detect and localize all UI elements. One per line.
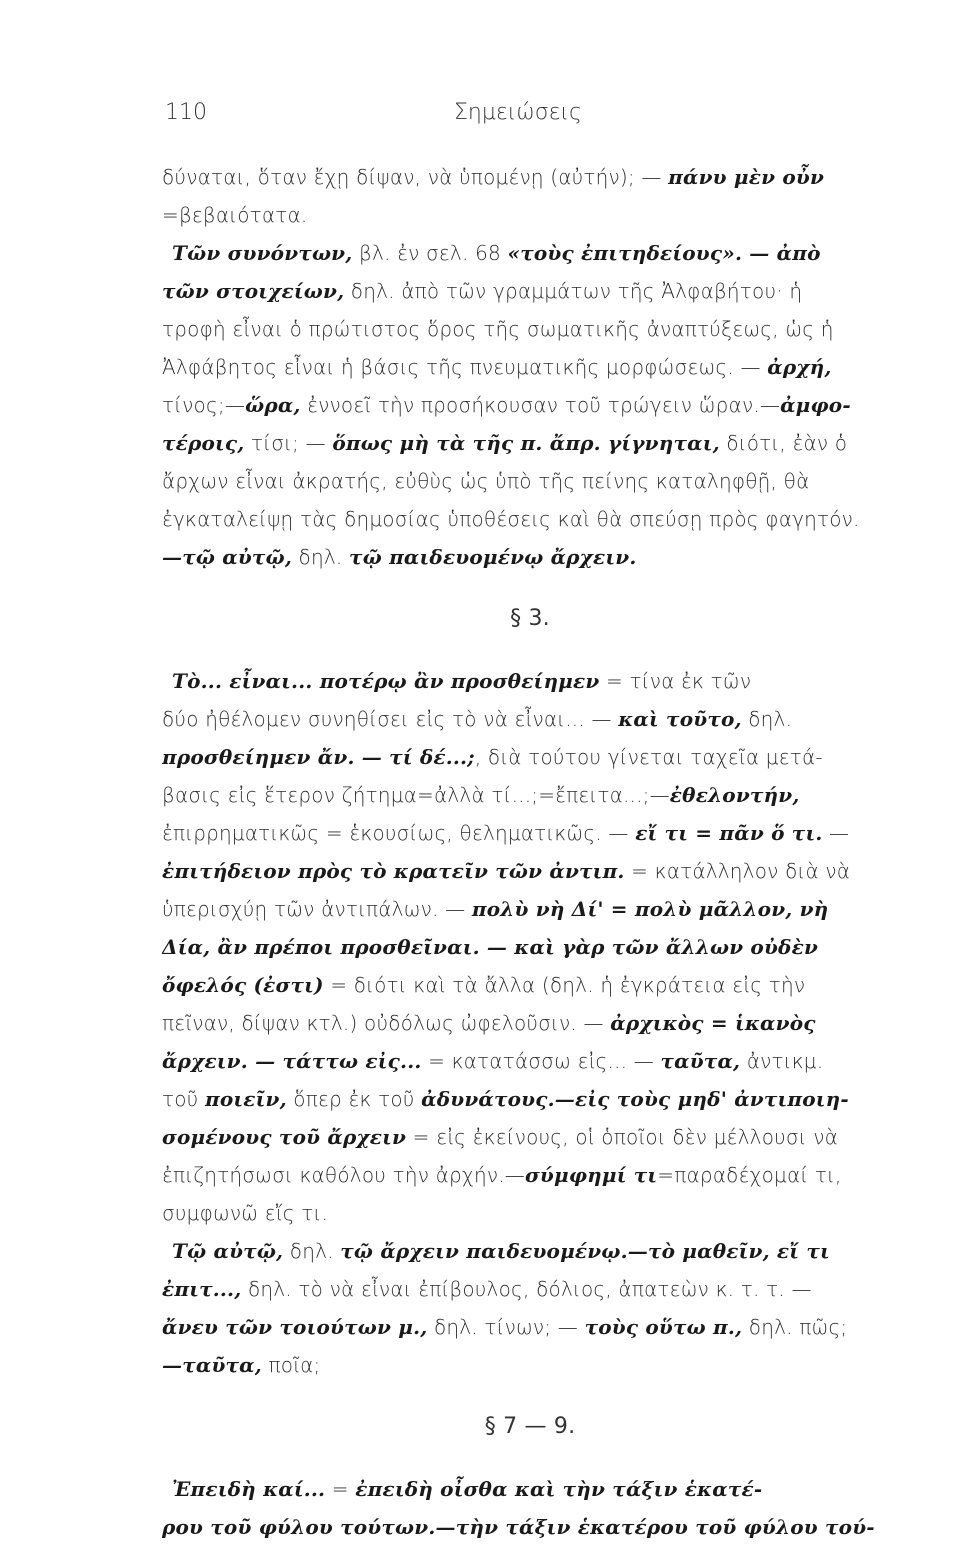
commentary-text: τροφὴ εἶναι ὁ πρώτιστος ὅρος τῆς σωματικῆς ἀναπτύξεως, ὡς ἡ (162, 317, 834, 341)
section-spacer (162, 576, 898, 600)
text-line (162, 1194, 898, 1232)
lemma-text: ἀδυνάτους.—εἰς τοὺς μηδ' ἀντιποιη- (421, 1087, 849, 1111)
commentary-text: συμφωνῶ εἴς τι. (162, 1201, 329, 1225)
lemma-text: ποιεῖν, (205, 1087, 287, 1111)
text-line (162, 462, 898, 500)
lemma-text: πάνυ μὲν οὖν (668, 165, 825, 189)
commentary-text: ἐπιρρηματικῶς = ἑκουσίως, θεληματικῶς. — (162, 821, 636, 845)
commentary-text: = εἰς ἐκείνους, οἱ ὁποῖοι δὲν μέλλουσι νὰ (406, 1125, 839, 1149)
commentary-text: τίσι; — (244, 431, 333, 455)
commentary-text: ἐπιζητήσωσι καθόλου τὴν ἀρχήν.— (162, 1163, 525, 1187)
lemma-text: Ἐπειδὴ καί... (172, 1477, 326, 1501)
lemma-text: σύμφημί τι (524, 1163, 658, 1187)
lemma-text: ἀρχή, (767, 355, 832, 379)
lemma-text: ἀμφο- (780, 393, 851, 417)
text-line (162, 1346, 898, 1384)
text-line (162, 1080, 898, 1118)
text-line (162, 1470, 898, 1508)
section-heading: § 7 — 9. (484, 1414, 576, 1439)
commentary-text: = τίνα ἐκ τῶν (599, 669, 752, 693)
commentary-text: ἐγκαταλείψῃ τὰς δημοσίας ὑποθέσεις καὶ θὰ σπεύσῃ πρὸς φαγητόν. (162, 507, 860, 531)
section-heading: § 3. (510, 606, 550, 631)
text-line (162, 348, 898, 386)
lemma-text: εἴ τι = πᾶν ὅ τι. (635, 821, 823, 845)
lemma-text: καὶ τοῦτο, (618, 707, 742, 731)
notes-body (162, 158, 898, 1546)
text-line (162, 738, 898, 776)
section-spacer (162, 1384, 898, 1408)
section-spacer (162, 1446, 898, 1470)
text-line (162, 272, 898, 310)
text-line (162, 234, 898, 272)
lemma-text: ὅπως μὴ τὰ τῆς π. ἄπρ. γίγνηται, (332, 431, 720, 455)
section-spacer (162, 638, 898, 662)
commentary-text: ὅπερ ἐκ τοῦ (286, 1087, 422, 1111)
text-line (162, 310, 898, 348)
commentary-text: διότι, ἐὰν ὁ (719, 431, 848, 455)
commentary-text: δηλ. τὸ νὰ εἶναι ἐπίβουλος, δόλιος, ἀπατεὼν κ. τ. τ. — (241, 1277, 812, 1301)
text-line (162, 196, 898, 234)
commentary-text: δηλ. (741, 707, 793, 731)
commentary-text: ποῖα; (261, 1353, 321, 1377)
lemma-text: Δία, ἂν πρέποι προσθεῖναι. — καὶ γὰρ τῶν ἄλλων οὐδὲν (162, 935, 819, 959)
text-line (162, 700, 898, 738)
text-line (162, 1508, 898, 1546)
text-line (162, 1232, 898, 1270)
commentary-text: τοῦ (162, 1087, 206, 1111)
text-line (162, 776, 898, 814)
lemma-text: ἄρχειν. — τάττω εἰς... (162, 1049, 422, 1073)
text-line (162, 1004, 898, 1042)
lemma-text: τοὺς οὕτω π., (584, 1315, 743, 1339)
text-line (162, 538, 898, 576)
commentary-text: ἀντικμ. (740, 1049, 824, 1073)
lemma-text: σομένους τοῦ ἄρχειν (162, 1125, 407, 1149)
lemma-text: ἐθελοντήν, (669, 783, 800, 807)
lemma-text: ἀρχικὸς = ἱκανὸς (610, 1011, 816, 1035)
lemma-text: «τοὺς ἐπιτηδείους». — ἀπὸ (507, 241, 821, 265)
text-line (162, 424, 898, 462)
text-line (162, 500, 898, 538)
commentary-text: , διὰ τούτου γίνεται ταχεῖα μετά- (474, 745, 823, 769)
text-line (162, 890, 898, 928)
commentary-text: ὑπερισχύῃ τῶν ἀντιπάλων. — (162, 897, 472, 921)
commentary-text: — (822, 821, 850, 845)
commentary-text: ἐννοεῖ τὴν προσήκουσαν τοῦ τρώγειν ὥραν.— (300, 393, 781, 417)
commentary-text: Ἀλφάβητος εἶναι ἡ βάσις τῆς πνευματικῆς μορφώσεως. — (162, 355, 768, 379)
lemma-text: Τῶν συνόντων, (172, 241, 353, 265)
text-line (162, 966, 898, 1004)
lemma-text: ἄνευ τῶν τοιούτων μ., (162, 1315, 428, 1339)
lemma-text: ὥρα, (245, 393, 301, 417)
lemma-text: τῶν στοιχείων, (162, 279, 345, 303)
text-line (162, 1042, 898, 1080)
commentary-text: = (325, 1477, 356, 1501)
lemma-text: ρου τοῦ φύλου τούτων.—τὴν τάξιν ἑκατέρου τοῦ φύλου τού- (162, 1515, 875, 1539)
text-line (162, 158, 898, 196)
lemma-text: ἐπειδὴ οἶσθα καὶ τὴν τάξιν ἑκατέ- (355, 1477, 763, 1501)
lemma-text: —τῷ αὐτῷ, (162, 545, 292, 569)
commentary-text: δύναται, ὅταν ἔχῃ δίψαν, νὰ ὑπομένῃ (αὐτήν); — (162, 165, 669, 189)
running-title: Σημειώσεις (454, 100, 582, 125)
lemma-text: τῷ ἄρχειν παιδευομένῳ.—τὸ μαθεῖν, εἴ τι (340, 1239, 830, 1263)
text-line (162, 1156, 898, 1194)
lemma-text: τέροις, (162, 431, 245, 455)
lemma-text: Τὸ... εἶναι... ποτέρῳ ἂν προσθείημεν (172, 669, 600, 693)
commentary-text: = κατατάσσω εἰς... — (421, 1049, 661, 1073)
commentary-text: τίνος;— (162, 393, 246, 417)
text-line (162, 928, 898, 966)
text-line (162, 1270, 898, 1308)
page-number: 110 (165, 100, 207, 125)
lemma-text: προσθείημεν ἄν. — τί δέ...; (162, 745, 475, 769)
commentary-text: δηλ. ἀπὸ τῶν γραμμάτων τῆς Ἀλφαβήτου· ἡ (344, 279, 803, 303)
lemma-text: ἐπιτήδειον πρὸς τὸ κρατεῖν τῶν ἀντιπ. (162, 859, 625, 883)
commentary-text: =βεβαιότατα. (162, 203, 308, 227)
commentary-text: βλ. ἐν σελ. 68 (352, 241, 508, 265)
lemma-text: ἐπιτ..., (162, 1277, 242, 1301)
commentary-text: δηλ. (292, 545, 350, 569)
commentary-text: πεῖναν, δίψαν κτλ.) οὐδόλως ὠφελοῦσιν. — (162, 1011, 611, 1035)
commentary-text: = κατάλληλον διὰ νὰ (624, 859, 851, 883)
text-line (162, 852, 898, 890)
lemma-text: ὄφελός (ἐστι) (162, 973, 324, 997)
text-line (162, 1118, 898, 1156)
commentary-text: δύο ἠθέλομεν συνηθίσει εἰς τὸ νὰ εἶναι... — (162, 707, 619, 731)
text-line (162, 662, 898, 700)
lemma-text: ταῦτα, (660, 1049, 741, 1073)
text-line (162, 386, 898, 424)
commentary-text: βασις εἰς ἕτερον ζήτημα=ἀλλὰ τί...;=ἔπειτα...;— (162, 783, 670, 807)
text-line (162, 814, 898, 852)
lemma-text: τῷ παιδευομένῳ ἄρχειν. (349, 545, 637, 569)
running-head (143, 100, 893, 140)
lemma-text: πολὺ νὴ Δί' = πολὺ μᾶλλον, νὴ (471, 897, 829, 921)
commentary-text: δηλ. (283, 1239, 341, 1263)
commentary-text: δηλ. τίνων; — (427, 1315, 585, 1339)
commentary-text: = διότι καὶ τὰ ἄλλα (δηλ. ἡ ἐγκράτεια εἰς τὴν (323, 973, 806, 997)
lemma-text: —ταῦτα, (162, 1353, 262, 1377)
commentary-text: δηλ. πῶς; (742, 1315, 848, 1339)
lemma-text: Τῷ αὐτῷ, (172, 1239, 284, 1263)
text-line (162, 1308, 898, 1346)
commentary-text: ἄρχων εἶναι ἀκρατής, εὐθὺς ὡς ὑπὸ τῆς πείνης καταληφθῇ, θὰ (162, 469, 810, 493)
commentary-text: =παραδέχομαί τι, (657, 1163, 842, 1187)
